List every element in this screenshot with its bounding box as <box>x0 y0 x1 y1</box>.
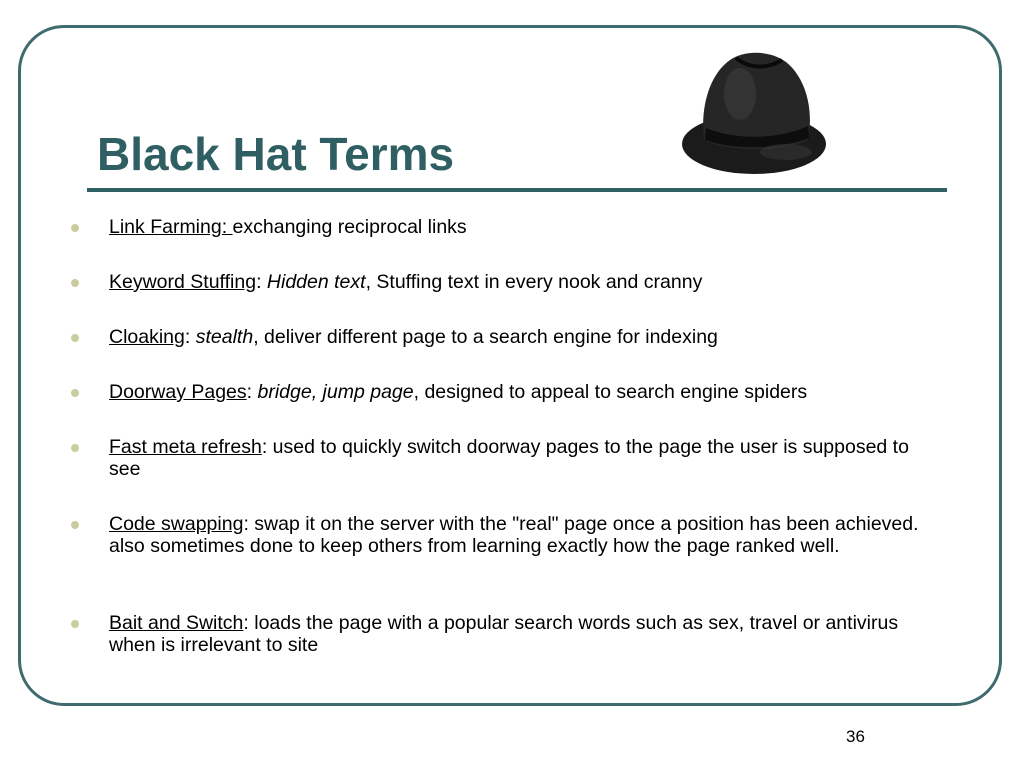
page-number: 36 <box>846 727 865 746</box>
bullet-marker <box>71 620 79 628</box>
alias-text: stealth <box>195 326 254 348</box>
bullet-marker <box>71 334 79 342</box>
slide-title: Black Hat Terms <box>97 128 455 180</box>
bullet-marker <box>71 279 79 287</box>
term-cloaking: Cloaking <box>109 326 185 348</box>
term-doorway-pages: Doorway Pages <box>109 381 247 403</box>
definition-text: , Stuffing text in every nook and cranny <box>365 271 703 293</box>
alias-text: bridge, jump page <box>257 381 414 403</box>
definition-text: : swap it on the server with the "real" page once a position has been achieved. also sometimes done to keep others from learning exactly how the page ranked well. <box>109 513 919 557</box>
definition-text: , designed to appeal to search engine spiders <box>413 381 808 403</box>
title-underline <box>87 188 947 192</box>
definition-text: , deliver different page to a search engine for indexing <box>253 326 718 348</box>
term-fast-meta-refresh: Fast meta refresh <box>109 436 262 458</box>
term-link-farming: Link Farming: <box>109 216 233 238</box>
term-keyword-stuffing: Keyword Stuffing <box>109 271 257 293</box>
term-bait-and-switch: Bait and Switch <box>109 612 244 634</box>
black-hat-image <box>674 44 838 178</box>
definition-text: exchanging reciprocal links <box>232 216 467 238</box>
definition-text: : loads the page with a popular search words such as sex, travel or antivirus when is irrelevant to site <box>109 612 899 656</box>
bullet-marker <box>71 444 79 452</box>
alias-text: Hidden text <box>266 271 366 293</box>
bullet-marker <box>71 224 79 232</box>
bullet-marker <box>71 521 79 529</box>
definition-text: : used to quickly switch doorway pages to the page the user is supposed to see <box>109 436 909 480</box>
bullet-marker <box>71 389 79 397</box>
term-code-swapping: Code swapping <box>109 513 244 535</box>
